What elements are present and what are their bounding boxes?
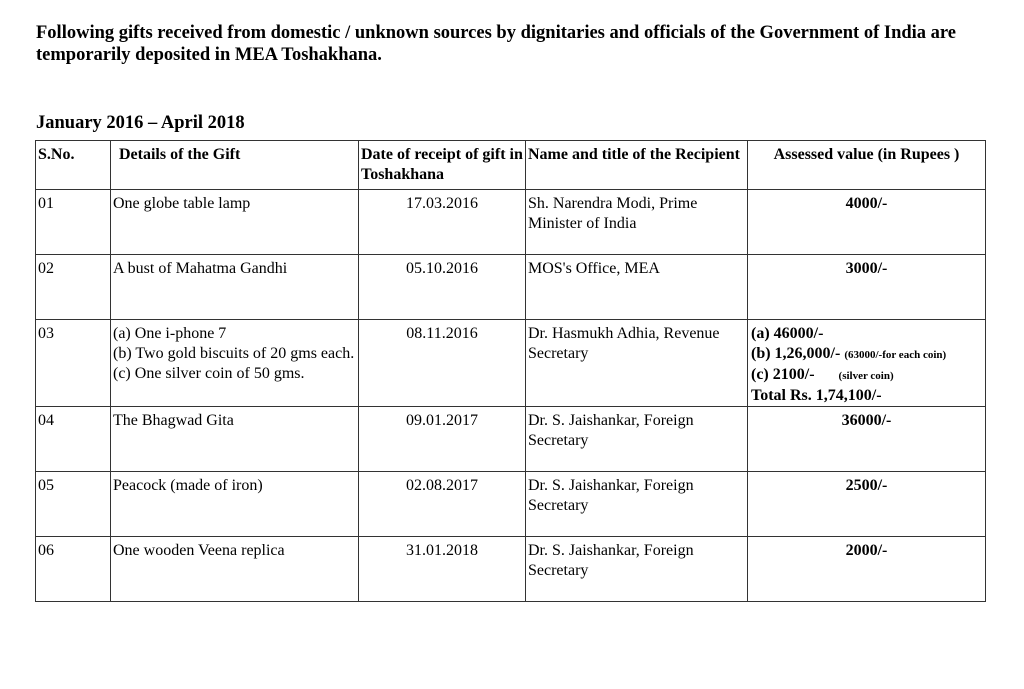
cell-recipient: Dr. S. Jaishankar, Foreign Secretary	[526, 537, 748, 602]
details-line: (c) One silver coin of 50 gms.	[113, 365, 305, 382]
cell-value: 4000/-	[748, 190, 986, 255]
cell-recipient: MOS's Office, MEA	[526, 255, 748, 320]
header-recipient: Name and title of the Recipient	[526, 141, 748, 190]
value-b-note: (63000/-for each coin)	[844, 349, 947, 361]
cell-date: 02.08.2017	[359, 472, 526, 537]
cell-value	[748, 320, 986, 407]
cell-sno: 02	[36, 255, 111, 320]
table-row	[36, 255, 986, 320]
cell-value: 36000/-	[748, 407, 986, 472]
cell-recipient: Dr. S. Jaishankar, Foreign Secretary	[526, 407, 748, 472]
cell-details: One wooden Veena replica	[111, 537, 359, 602]
cell-value: 2500/-	[748, 472, 986, 537]
cell-date: 05.10.2016	[359, 255, 526, 320]
cell-details	[111, 320, 359, 407]
table-row	[36, 407, 986, 472]
cell-details: One globe table lamp	[111, 190, 359, 255]
header-value: Assessed value (in Rupees )	[748, 141, 986, 190]
gifts-table	[35, 140, 986, 602]
details-line: (b) Two gold biscuits of 20 gms each.	[113, 345, 355, 362]
cell-sno: 06	[36, 537, 111, 602]
table-row	[36, 320, 986, 407]
table-header-row	[36, 141, 986, 190]
period-heading: January 2016 – April 2018	[36, 113, 245, 133]
cell-sno: 04	[36, 407, 111, 472]
value-line-a: (a) 46000/-	[751, 325, 824, 342]
table-row	[36, 190, 986, 255]
value-b: (b) 1,26,000/-	[751, 345, 841, 362]
cell-sno: 01	[36, 190, 111, 255]
cell-sno: 05	[36, 472, 111, 537]
header-date: Date of receipt of gift in Toshakhana	[359, 141, 526, 190]
cell-details: Peacock (made of iron)	[111, 472, 359, 537]
cell-date: 31.01.2018	[359, 537, 526, 602]
header-sno: S.No.	[36, 141, 111, 190]
header-details: Details of the Gift	[111, 141, 359, 190]
cell-recipient: Sh. Narendra Modi, Prime Minister of India	[526, 190, 748, 255]
cell-sno: 03	[36, 320, 111, 407]
value-total: Total Rs. 1,74,100/-	[751, 387, 882, 404]
cell-value: 2000/-	[748, 537, 986, 602]
details-line: (a) One i-phone 7	[113, 325, 227, 342]
value-c-note: (silver coin)	[838, 370, 894, 382]
cell-recipient: Dr. Hasmukh Adhia, Revenue Secretary	[526, 320, 748, 407]
cell-date: 08.11.2016	[359, 320, 526, 407]
cell-details: A bust of Mahatma Gandhi	[111, 255, 359, 320]
intro-paragraph: Following gifts received from domestic / unknown sources by dignitaries and officials of the Government of India are temporarily deposited in MEA Toshakhana.	[36, 23, 957, 65]
table-row	[36, 472, 986, 537]
cell-details: The Bhagwad Gita	[111, 407, 359, 472]
table-row	[36, 537, 986, 602]
value-line-c	[751, 365, 983, 386]
value-c: (c) 2100/-	[751, 366, 815, 383]
cell-recipient: Dr. S. Jaishankar, Foreign Secretary	[526, 472, 748, 537]
cell-date: 17.03.2016	[359, 190, 526, 255]
cell-date: 09.01.2017	[359, 407, 526, 472]
cell-value: 3000/-	[748, 255, 986, 320]
value-line-b	[751, 344, 983, 365]
